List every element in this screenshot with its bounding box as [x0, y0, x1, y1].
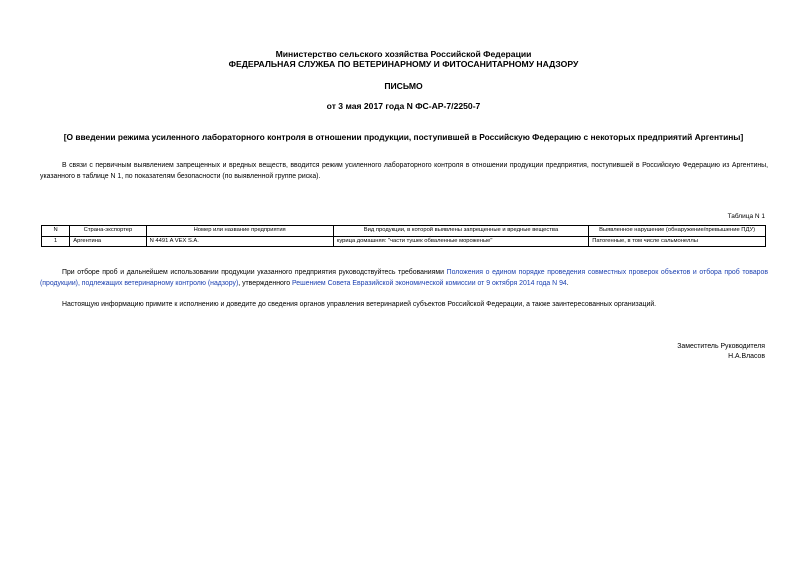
cell-firm: N 4491 A VEX S.A. [146, 236, 333, 247]
table-header-row [42, 226, 766, 237]
doc-type-heading: ПИСЬМО [384, 81, 423, 91]
signature-position: Заместитель Руководителя [677, 343, 765, 350]
requirements-text-mid: , утвержденного [238, 280, 292, 287]
table-caption: Таблица N 1 [727, 213, 765, 220]
cell-country: Аргентина [70, 236, 146, 247]
col-header-number: N [42, 226, 70, 237]
cell-violation: Патогенные, в том числе сальмонеллы [589, 236, 766, 247]
requirements-paragraph [40, 267, 768, 289]
intro-paragraph: В связи с первичным выявлением запрещенных и вредных веществ, вводится режим усиленного лабораторного контроля в отношении продукции предприятия, поступившей в Российскую Федерацию из Аргентины, указанного в таблице N 1, по показателям безопасности (по выявленной группе риска). [40, 162, 768, 180]
requirements-text-end: . [566, 280, 569, 287]
col-header-violation: Выявленное нарушение (обнаружение/превышение ПДУ) [589, 226, 766, 237]
cell-number: 1 [42, 236, 70, 247]
closing-paragraph: Настоящую информацию примите к исполнению и доведите до сведения органов управления ветеринарией субъектов Российской Федерации, а также заинтересованных организаций. [62, 301, 657, 308]
decision-link[interactable]: Решением Совета Евразийской экономической комиссии от 9 октября 2014 года N 94 [291, 280, 567, 287]
doc-date-heading: от 3 мая 2017 года N ФС-АР-7/2250-7 [326, 101, 481, 111]
signature-name: Н.А.Власов [728, 353, 765, 360]
table-row [42, 236, 766, 247]
service-heading: ФЕДЕРАЛЬНАЯ СЛУЖБА ПО ВЕТЕРИНАРНОМУ И ФИТОСАНИТАРНОМУ НАДЗОРУ [228, 59, 579, 69]
col-header-product: Вид продукции, в которой выявлены запрещенные и вредные вещества [333, 226, 588, 237]
cell-product: курица домашняя: "части тушек обваленные мороженые" [333, 236, 588, 247]
restrictions-table [41, 225, 766, 247]
col-header-firm: Номер или название предприятия [146, 226, 333, 237]
requirements-text-start: При отборе проб и дальнейшем использовании продукции указанного предприятия руководствуйтесь требованиями [62, 269, 447, 276]
regulation-link[interactable]: Положения о едином порядке проведения совместных проверок объектов и отбора проб товаров (продукции), подлежащих ветеринарному контролю (надзору) [40, 269, 768, 287]
ministry-heading: Министерство сельского хозяйства Российской Федерации [275, 49, 532, 59]
col-header-country: Страна-экспортер [70, 226, 146, 237]
doc-title: [О введении режима усиленного лабораторного контроля в отношении продукции, поступившей в Российскую Федерацию с некоторых предприятий Аргентины] [63, 132, 744, 142]
